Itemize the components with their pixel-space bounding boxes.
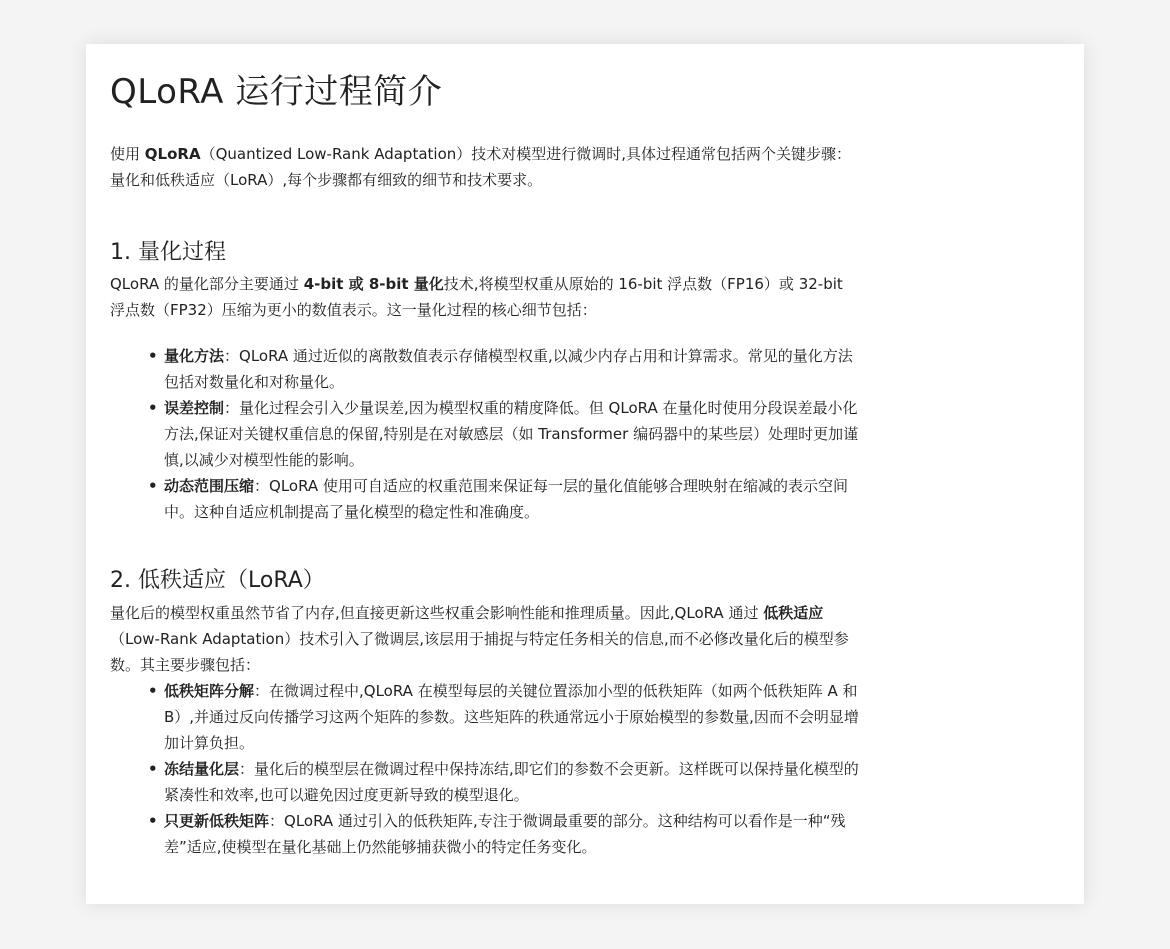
document-page [86,44,1084,904]
list-item-text: ：QLoRA 通过引入的低秩矩阵,专注于微调最重要的部分。这种结构可以看作是一种“残差”适应,使模型在量化基础上仍然能够捕获微小的特定任务变化。 [164,811,846,856]
section1-paragraph [110,271,860,323]
section2-bold-term: 低秩适应 [763,603,824,622]
list-item-text: ：在微调过程中,QLoRA 在模型每层的关键位置添加小型的低秩矩阵（如两个低秩矩阵 A 和 B）,并通过反向传播学习这两个矩阵的参数。这些矩阵的秩通常远小于原始模型的参数量,因而不会明显增加计算负担。 [164,681,859,752]
section2-text-before: 量化后的模型权重虽然节省了内存,但直接更新这些权重会影响性能和推理质量。因此,QLoRA 通过 [110,603,764,622]
bullet-icon: • [148,347,158,366]
list-item-label: 误差控制 [164,399,225,418]
section2-text-after: （Low-Rank Adaptation）技术引入了微调层,该层用于捕捉与特定任务相关的信息,而不必修改量化后的模型参数。其主要步骤包括： [110,629,849,674]
list-item [148,808,860,860]
bullet-icon: • [148,811,158,830]
intro-paragraph [110,141,860,193]
list-item-text: ：QLoRA 通过近似的离散数值表示存储模型权重,以减少内存占用和计算需求。常见的量化方法包括对数量化和对称量化。 [164,347,853,392]
list-item-text: ：量化过程会引入少量误差,因为模型权重的精度降低。但 QLoRA 在量化时使用分段误差最小化方法,保证对关键权重信息的保留,特别是在对敏感层（如 Transformer 编码器中的某些层）处理时更加谨慎,以减少对模型性能的影响。 [164,399,859,470]
section1-text-after: 技术,将模型权重从原始的 16-bit 浮点数（FP16）或 32-bit 浮点数（FP32）压缩为更小的数值表示。这一量化过程的核心细节包括： [110,275,843,320]
list-item-label: 量化方法 [164,347,225,366]
bullet-icon: • [148,681,158,700]
page-title: QLoRA 运行过程简介 [110,72,443,112]
bullet-icon: • [148,477,158,496]
intro-bold-term: QLoRA [144,144,201,163]
list-item-label: 动态范围压缩 [164,477,255,496]
section-heading-lora: 2. 低秩适应（LoRA） [110,568,325,594]
list-item-text: ：量化后的模型层在微调过程中保持冻结,即它们的参数不会更新。这样既可以保持量化模型的紧凑性和效率,也可以避免因过度更新导致的模型退化。 [164,759,859,804]
bullet-icon: • [148,759,158,778]
intro-text-before: 使用 [110,144,145,163]
list-item [148,756,860,808]
list-item [148,678,860,756]
bullet-icon: • [148,399,158,418]
section1-text-before: QLoRA 的量化部分主要通过 [110,275,304,294]
section2-paragraph [110,600,860,678]
section-heading-quantization: 1. 量化过程 [110,239,226,265]
list-item [148,473,860,525]
list-item-label: 低秩矩阵分解 [164,681,255,700]
section2-bullet-list [148,678,860,860]
section1-bold-term: 4-bit 或 8-bit 量化 [303,275,444,294]
list-item-label: 只更新低秩矩阵 [164,811,270,830]
list-item [148,343,860,395]
intro-text-after: （Quantized Low-Rank Adaptation）技术对模型进行微调时,具体过程通常包括两个关键步骤：量化和低秩适应（LoRA）,每个步骤都有细致的细节和技术要求。 [110,144,852,189]
section1-bullet-list [148,343,860,525]
list-item-text: ：QLoRA 使用可自适应的权重范围来保证每一层的量化值能够合理映射在缩减的表示空间中。这种自适应机制提高了量化模型的稳定性和准确度。 [164,477,848,522]
list-item-label: 冻结量化层 [164,759,240,778]
list-item [148,395,860,473]
